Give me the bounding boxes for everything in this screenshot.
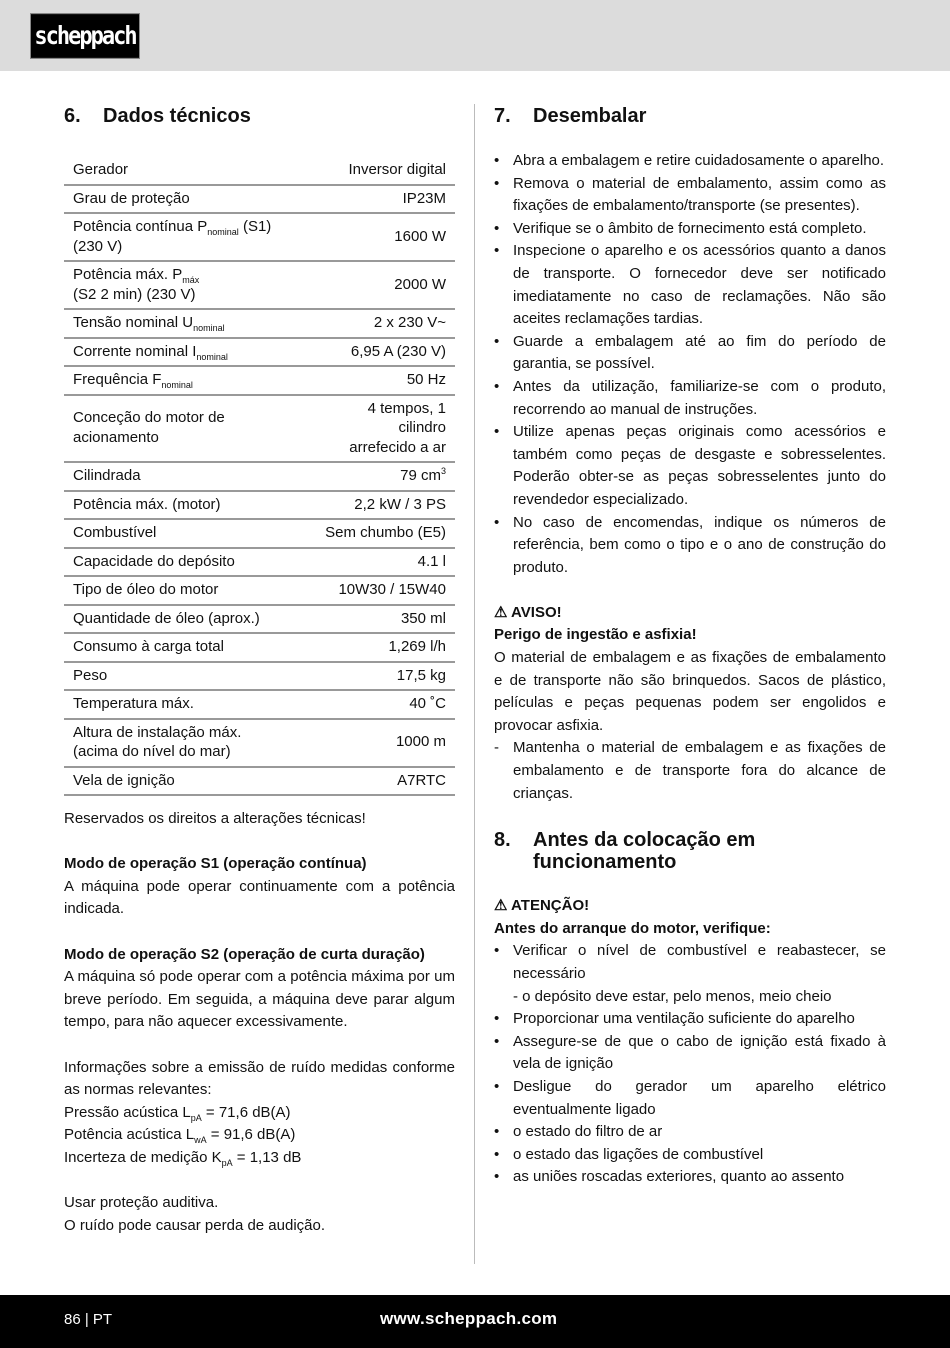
value-line: cilindro	[398, 419, 446, 436]
spec-value	[302, 767, 455, 796]
value-text: IP23M	[402, 189, 446, 207]
spec-value	[302, 261, 455, 309]
label-subscript: nominal	[193, 323, 225, 333]
section-title: Desembalar	[533, 105, 647, 127]
spec-row	[64, 605, 455, 634]
section-title: Dados técnicos	[103, 105, 251, 127]
noise-label: Potência acústica L	[64, 1126, 195, 1144]
label-text: Temperatura máx.	[73, 695, 194, 712]
value-text: 40 ˚C	[409, 695, 446, 712]
spec-label	[64, 662, 302, 691]
spec-value	[302, 690, 455, 719]
spec-value	[302, 366, 455, 395]
value-text: 2000 W	[394, 275, 446, 293]
label-text: Gerador	[73, 161, 129, 178]
spec-row	[64, 213, 455, 261]
s1-title: Modo de operação S1 (operação contínua)	[64, 855, 367, 873]
page-footer	[0, 1295, 950, 1348]
label-line2: (230 V)	[73, 237, 123, 255]
spec-label	[64, 719, 302, 767]
label-text: Corrente nominal I	[73, 342, 197, 360]
spec-value	[302, 576, 455, 605]
label-subscript: máx	[182, 275, 200, 285]
noise-number: = 1,13 dB	[232, 1148, 302, 1166]
noise-value	[64, 1147, 455, 1170]
spec-row	[64, 338, 455, 367]
label-text: Conceção do motor de	[73, 409, 225, 427]
spec-row	[64, 719, 455, 767]
label-text: Consumo à carga total	[73, 638, 224, 655]
list-item: • Proporcionar uma ventilação suficiente do aparelho	[494, 1008, 886, 1031]
value-text: 79 cm	[400, 467, 441, 484]
value-text: 1000 m	[395, 733, 446, 751]
item-subtext: - o depósito deve estar, pelo menos, meio cheio	[513, 987, 832, 1005]
value-text: 1600 W	[394, 227, 446, 245]
left-column	[64, 104, 455, 1237]
label-text: Grau de proteção	[73, 189, 190, 207]
value-text: 1,269 l/h	[388, 638, 446, 655]
unpacking-list	[494, 150, 886, 579]
section-number: 6.	[64, 105, 81, 127]
s1-text: A máquina pode operar continuamente com a potência indicada.	[64, 877, 455, 918]
list-item: • Antes da utilização, familiarize-se com o produto, recorrendo ao manual de instruções.	[494, 376, 886, 421]
label-text: Cilindrada	[73, 467, 141, 484]
list-item: • o estado do filtro de ar	[494, 1121, 886, 1144]
label-text: Altura de instalação máx.	[73, 723, 242, 741]
spec-label	[64, 261, 302, 309]
label-line2: acionamento	[73, 428, 159, 446]
label-text: Potência contínua P	[73, 218, 208, 235]
spec-row	[64, 395, 455, 463]
value-superscript: 3	[440, 466, 446, 476]
spec-value	[302, 160, 455, 185]
label-text: Peso	[73, 666, 108, 684]
value-text: 10W30 / 15W40	[338, 581, 446, 598]
website-link[interactable]: www.scheppach.com	[380, 1309, 558, 1328]
spec-label	[64, 633, 302, 662]
section-8-heading	[494, 829, 886, 873]
noise-intro: Informações sobre a emissão de ruído medidas conforme as normas relevantes:	[64, 1058, 455, 1099]
list-item: • No caso de encomendas, indique os números de referência, bem como o tipo e o ano de construção do produto.	[494, 512, 886, 580]
value-text: A7RTC	[397, 771, 446, 789]
warning-label: ⚠ AVISO!	[494, 603, 562, 621]
page-number: 86 | PT	[64, 1311, 113, 1328]
hearing-warning: O ruído pode causar perda de audição.	[64, 1216, 326, 1234]
list-item: • Assegure-se de que o cabo de ignição está fixado à vela de ignição	[494, 1031, 886, 1076]
right-column	[494, 104, 886, 1189]
label-subscript: nominal	[207, 227, 239, 237]
spec-value	[302, 185, 455, 214]
value-text: 50 Hz	[406, 371, 446, 388]
value-text: 2 x 230 V~	[373, 314, 446, 331]
label-text: Tensão nominal U	[73, 314, 194, 331]
list-item: • Guarde a embalagem até ao fim do período de garantia, se possível.	[494, 331, 886, 376]
noise-subscript: pA	[221, 1157, 233, 1168]
spec-row	[64, 185, 455, 214]
label-text: Combustível	[73, 524, 157, 541]
section-number: 7.	[494, 105, 511, 127]
spec-label	[64, 767, 302, 796]
spec-row	[64, 309, 455, 338]
spec-label	[64, 491, 302, 520]
noise-subscript: wA	[194, 1135, 207, 1146]
spec-row	[64, 767, 455, 796]
section-6-heading	[64, 104, 455, 128]
spec-value	[302, 462, 455, 491]
label-suffix: (S1)	[238, 218, 272, 235]
spec-row	[64, 491, 455, 520]
noise-label: Pressão acústica L	[64, 1103, 191, 1121]
attention-title: Antes do arranque do motor, verifique:	[494, 919, 771, 937]
spec-value	[302, 395, 455, 463]
spec-row	[64, 519, 455, 548]
page-header	[0, 0, 950, 71]
label-text: Vela de ignição	[73, 771, 175, 789]
hearing-protection: Usar proteção auditiva.	[64, 1194, 219, 1212]
value-text: 17,5 kg	[396, 666, 446, 684]
s2-title: Modo de operação S2 (operação de curta duração)	[64, 945, 425, 963]
label-text: Capacidade do depósito	[73, 552, 235, 570]
list-item: • Inspecione o aparelho e os acessórios quanto a danos de transporte. O fornecedor deve ser notificado imediatamente no caso de reclamações. Não são aceites reclamações tardias.	[494, 240, 886, 330]
scheppach-logo: scheppach	[30, 13, 140, 59]
value-text: Sem chumbo (E5)	[325, 524, 446, 541]
spec-value	[302, 662, 455, 691]
value-text: 4 tempos, 1	[367, 399, 446, 417]
spec-value	[302, 719, 455, 767]
spec-value	[302, 605, 455, 634]
value-line: arrefecido a ar	[349, 438, 446, 456]
list-item: • Verifique se o âmbito de fornecimento está completo.	[494, 218, 886, 241]
spec-label	[64, 690, 302, 719]
noise-number: = 91,6 dB(A)	[206, 1126, 296, 1144]
spec-label	[64, 338, 302, 367]
noise-subscript: pA	[190, 1112, 202, 1123]
section-number: 8.	[494, 829, 511, 852]
spec-row	[64, 690, 455, 719]
label-subscript: nominal	[196, 351, 228, 362]
spec-label	[64, 462, 302, 491]
spec-label	[64, 213, 302, 261]
spec-row	[64, 548, 455, 577]
noise-label: Incerteza de medição K	[64, 1148, 222, 1166]
section-7-heading	[494, 104, 886, 128]
spec-label	[64, 395, 302, 463]
list-item: • as uniões roscadas exteriores, quanto ao assento	[494, 1166, 886, 1189]
spec-row	[64, 633, 455, 662]
label-text: Potência máx. (motor)	[73, 495, 221, 513]
spec-label	[64, 160, 302, 185]
item-text: Verificar o nível de combustível e reabastecer, se necessário	[513, 942, 886, 982]
spec-value	[302, 309, 455, 338]
spec-label	[64, 366, 302, 395]
value-text: Inversor digital	[348, 161, 446, 178]
value-text: 350 ml	[400, 609, 446, 627]
spec-value	[302, 338, 455, 367]
noise-value	[64, 1124, 455, 1147]
label-line2: (S2 2 min) (230 V)	[73, 285, 196, 303]
specs-table	[64, 160, 455, 796]
spec-row	[64, 366, 455, 395]
label-text: Quantidade de óleo (aprox.)	[73, 609, 260, 627]
reserved-note: Reservados os direitos a alterações técnicas!	[64, 810, 366, 827]
list-item: • Utilize apenas peças originais como acessórios e também como peças de desgaste e sobresselentes. Poderão obter-se as peças sobresselentes junto do revendedor especializado.	[494, 421, 886, 511]
label-text: Tipo de óleo do motor	[73, 581, 219, 598]
value-text: 6,95 A (230 V)	[350, 342, 446, 360]
spec-row	[64, 261, 455, 309]
attention-label: ⚠ ATENÇÃO!	[494, 897, 590, 915]
checklist	[494, 940, 886, 1189]
spec-label	[64, 519, 302, 548]
label-subscript: nominal	[161, 380, 193, 390]
column-divider	[474, 104, 475, 1264]
warning-title: Perigo de ingestão e asfixia!	[494, 626, 697, 644]
list-item	[494, 940, 886, 1008]
list-item: • Desligue do gerador um aparelho elétrico eventualmente ligado	[494, 1076, 886, 1121]
spec-value	[302, 491, 455, 520]
spec-row	[64, 662, 455, 691]
spec-label	[64, 548, 302, 577]
spec-label	[64, 576, 302, 605]
warning-text: O material de embalagem e as fixações de embalamento e de transporte não são brinquedos. Sacos de plástico, películas e peças pequenas podem ser engolidos e provocar asfixia.	[494, 649, 886, 734]
spec-value	[302, 213, 455, 261]
spec-row	[64, 576, 455, 605]
value-text: 2,2 kW / 3 PS	[354, 495, 446, 513]
spec-value	[302, 519, 455, 548]
label-text: Potência máx. P	[73, 266, 183, 283]
list-item: • Remova o material de embalamento, assim como as fixações de embalamento/transporte (se presentes).	[494, 173, 886, 218]
spec-label	[64, 309, 302, 338]
noise-value	[64, 1102, 455, 1125]
section-title: Antes da colocação em funcionamento	[533, 829, 756, 874]
spec-label	[64, 185, 302, 214]
warning-dash-item: - Mantenha o material de embalagem e as fixações de embalamento e de transporte fora do alcance de crianças.	[494, 737, 886, 805]
label-text: Frequência F	[73, 371, 162, 388]
list-item: • Abra a embalagem e retire cuidadosamente o aparelho.	[494, 150, 886, 173]
spec-label	[64, 605, 302, 634]
spec-row	[64, 462, 455, 491]
s2-text: A máquina só pode operar com a potência máxima por um breve período. Em seguida, a máquina deve parar algum tempo, para não aquecer excessivamente.	[64, 968, 455, 1031]
label-line2: (acima do nível do mar)	[73, 743, 231, 760]
noise-number: = 71,6 dB(A)	[201, 1103, 291, 1121]
spec-row	[64, 160, 455, 185]
list-item: • o estado das ligações de combustível	[494, 1144, 886, 1167]
spec-value	[302, 548, 455, 577]
value-text: 4.1 l	[417, 552, 446, 570]
spec-value	[302, 633, 455, 662]
